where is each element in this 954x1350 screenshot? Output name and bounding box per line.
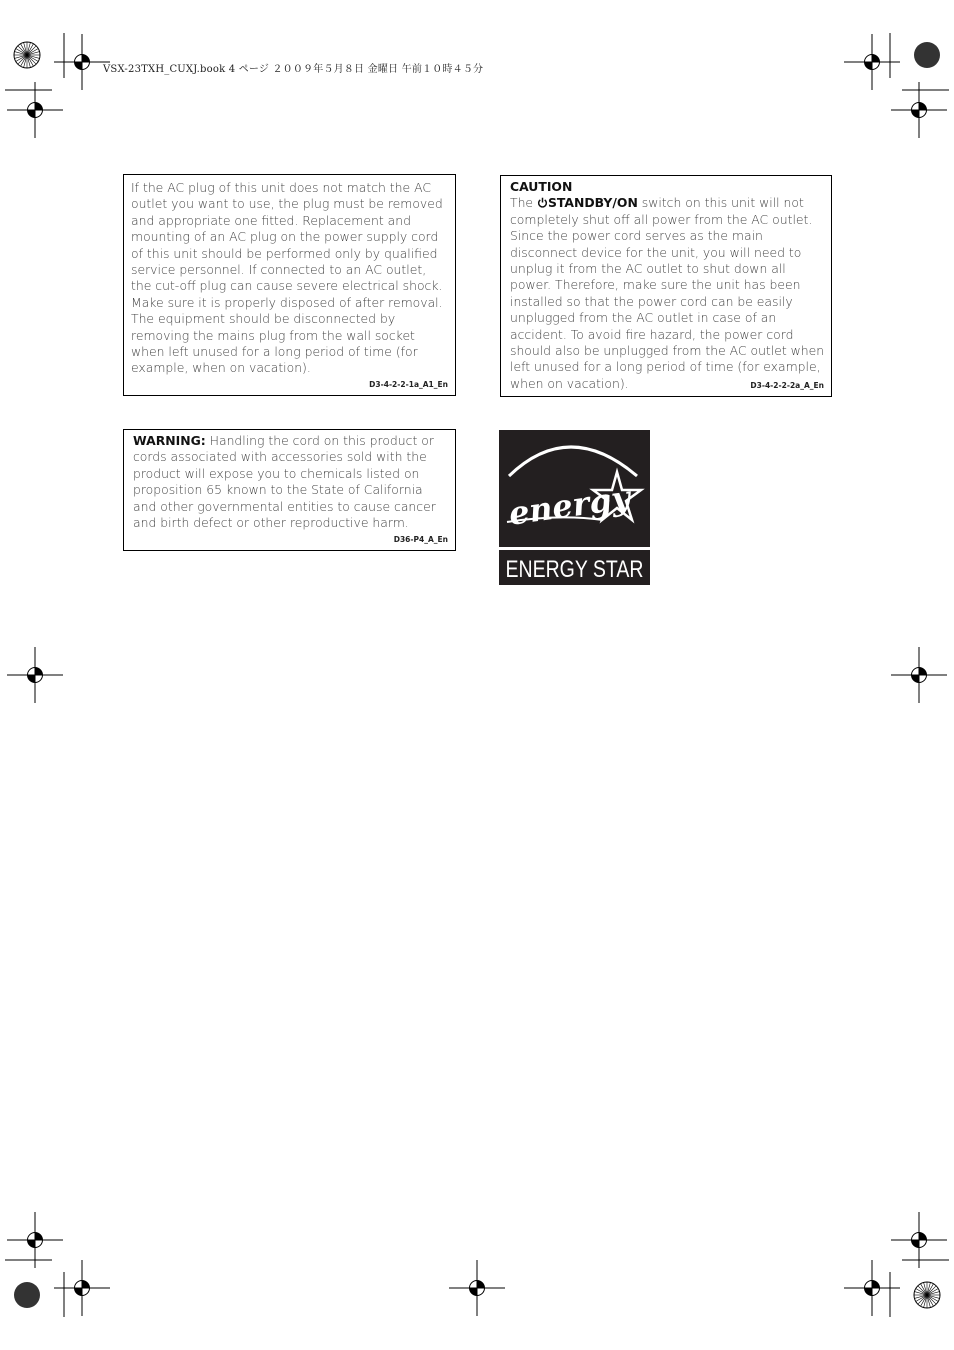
ac-plug-paragraph-2: The equipment should be disconnected by removing the mains plug from the wall socket when left unused for a long period of time (for example, when on vacation). <box>131 311 418 376</box>
warning-notice-box <box>123 429 456 551</box>
standby-on-switch-label: STANDBY/ON <box>547 195 638 211</box>
caution-notice-code: D3-4-2-2-2a_A_En <box>750 381 824 390</box>
ac-plug-paragraph-1: If the AC plug of this unit does not match the AC outlet you want to use, the plug must be removed and appropriate one fitted. Replacement and mounting of an AC plug on the power supply cord of this unit should be performed only by qualified service personnel. If connected to an AC outlet, the cut-off plug can cause severe electrical shock. Make sure it is properly disposed of after removal. <box>131 180 443 310</box>
caution-text-after: switch on this unit will not completely shut off all power from the AC outlet. Since the power cord serves as the main disconnect device for the unit, you will need to unplug it from the AC outlet to shut down all power. Therefore, make sure the unit has been installed so that the power cord can be easily unplugged from the AC outlet in case of an accident. To avoid fire hazard, the power cord should also be unplugged from the AC outlet when left unused for a long period of time (for example, when on vacation). <box>510 195 825 391</box>
energy-star-label: ENERGY STAR <box>505 556 644 583</box>
caution-title: CAUTION <box>510 179 573 194</box>
energy-star-logo <box>499 430 650 585</box>
caution-notice-box <box>500 175 832 397</box>
warning-label: WARNING: <box>133 433 206 448</box>
caution-text <box>510 195 825 392</box>
power-standby-icon <box>537 197 548 208</box>
energy-script-text: energy <box>506 478 633 533</box>
warning-body: Handling the cord on this product or cords associated with accessories sold with the product will expose you to chemicals listed on proposition 65 known to the State of California and other governmental entities to cause cancer and birth defect or other reproductive harm. <box>133 433 436 531</box>
warning-notice-code: D36-P4_A_En <box>393 535 448 544</box>
print-file-header: VSX-23TXH_CUXJ.book 4 ページ ２００９年５月８日 金曜日 午前１０時４５分 <box>103 64 484 75</box>
caution-text-before: The <box>510 195 537 211</box>
ac-plug-notice-box <box>123 174 456 396</box>
warning-text <box>133 433 449 531</box>
ac-plug-notice-code: D3-4-2-2-1a_A1_En <box>369 380 448 389</box>
